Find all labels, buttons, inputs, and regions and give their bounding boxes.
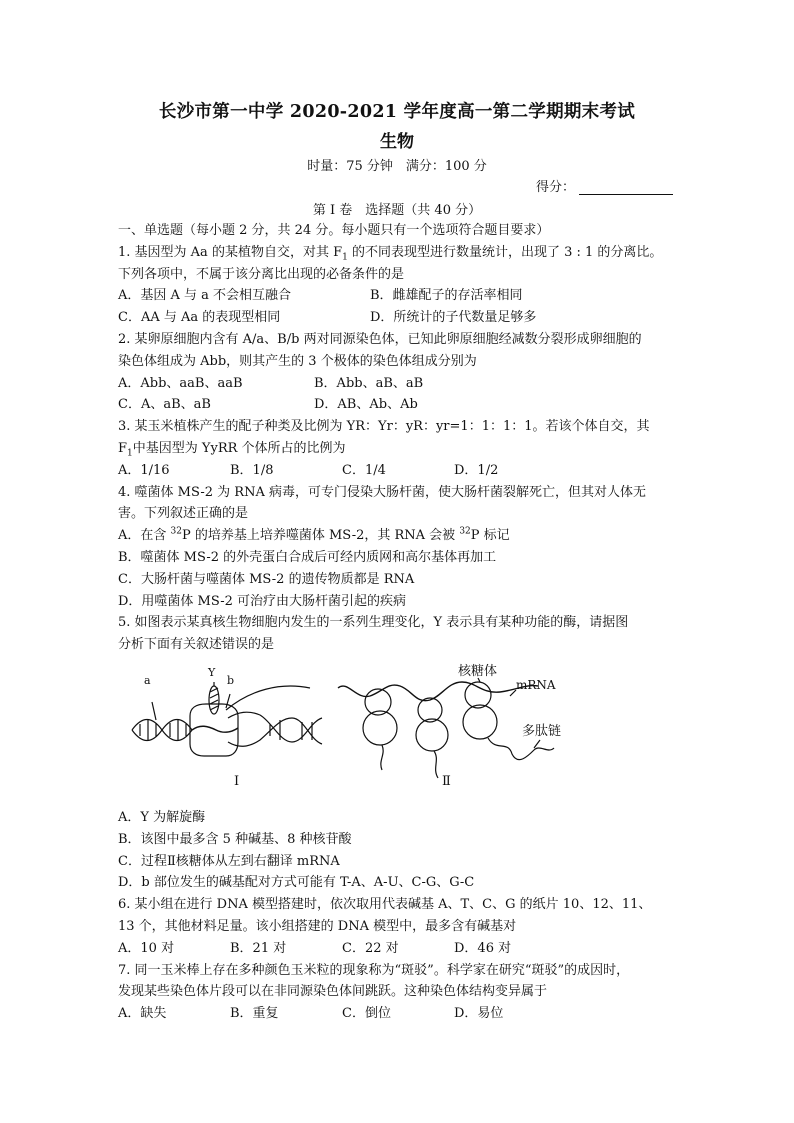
pointer-a — [152, 702, 156, 720]
exam-title: 长沙市第一中学 2020-2021 学年度高一第二学期期末考试 — [158, 102, 636, 122]
option-row — [118, 285, 688, 307]
question-7 — [118, 960, 688, 1025]
ribosome-large-2 — [416, 719, 448, 751]
score-label: 得分： — [536, 180, 576, 195]
option-row — [118, 307, 688, 329]
question-stem: 2. 某卵原细胞内含有 A/a、B/b 两对同源染色体，已知此卵原细胞经减数分裂形成卵细胞的 — [118, 331, 642, 347]
question-stem: 5. 如图表示某真核生物细胞内发生的一系列生理变化，Y 表示具有某种功能的酶，请据图 — [118, 615, 629, 631]
label-panel-i: I — [234, 773, 240, 789]
question-stem: 害。下列叙述正确的是 — [118, 506, 249, 522]
question-stem: 4. 噬菌体 MS-2 为 RNA 病毒，可专门侵染大肠杆菌，使大肠杆菌裂解死亡，但其对人体无 — [118, 484, 646, 500]
option-b[interactable]: B．Abb、aB、aB — [314, 375, 424, 391]
section-title: 第 I 卷 选择题（共 40 分） — [312, 203, 482, 218]
question-2 — [118, 329, 688, 416]
label-peptide: 多肽链 — [522, 723, 562, 739]
exam-timing: 时量：75 分钟 满分：100 分 — [307, 159, 487, 174]
panel-i-drawing — [132, 682, 322, 756]
option-a[interactable]: A．Y 为解旋酶 — [118, 809, 206, 825]
option-a[interactable]: A．缺失 — [118, 1006, 167, 1022]
question-stem: 染色体组成为 Abb，则其产生的 3 个极体的染色体组成分别为 — [118, 353, 477, 369]
option-d[interactable]: D．b 部位发生的碱基配对方式可能有 T-A、A-U、C-G、G-C — [118, 875, 475, 891]
exam-subject: 生物 — [380, 132, 414, 152]
option-b[interactable]: B．21 对 — [230, 940, 287, 956]
option-b[interactable]: B．该图中最多含 5 种碱基、8 种核苷酸 — [118, 831, 352, 847]
peptide-2 — [434, 751, 438, 778]
label-ribosome: 核糖体 — [458, 663, 498, 679]
question-stem: 13 个，其他材料足量。该小组搭建的 DNA 模型中，最多含有碱基对 — [118, 918, 517, 934]
peptide-3 — [488, 738, 554, 760]
label-a: a — [144, 673, 151, 687]
option-row — [118, 938, 688, 960]
option-c[interactable]: C．AA 与 Aa 的表现型相同 — [118, 310, 281, 326]
option-row — [118, 394, 688, 416]
figure-svg — [130, 660, 570, 807]
label-b: b — [227, 673, 235, 687]
option-a[interactable]: A．基因 A 与 a 不会相互融合 — [118, 288, 292, 304]
question-6 — [118, 894, 688, 959]
question-stem: $F_1$中基因型为 YyRR 个体所占的比例为 — [118, 440, 346, 459]
option-a[interactable]: A．在含 $^{32}$P 的培养基上培养噬菌体 MS-2，其 RNA 会被 $^{32}$P 标记 — [118, 526, 510, 544]
option-c[interactable]: C．22 对 — [342, 940, 399, 956]
question-1 — [118, 242, 688, 329]
dna-strand-right-1 — [228, 712, 322, 742]
question-4 — [118, 482, 688, 613]
option-d[interactable]: D．1/2 — [454, 462, 499, 478]
option-c[interactable]: C．大肠杆菌与噬菌体 MS-2 的遗传物质都是 RNA — [118, 571, 415, 587]
option-d[interactable]: D．46 对 — [454, 940, 512, 956]
question-3 — [118, 416, 688, 481]
pointer-b — [226, 694, 230, 708]
dna-strand-right-2 — [228, 718, 322, 746]
option-row — [118, 460, 688, 482]
option-row — [118, 373, 688, 395]
option-c[interactable]: C．A、aB、aB — [118, 397, 211, 413]
ribosome-large-3 — [463, 705, 497, 739]
option-c[interactable]: C．过程Ⅱ核糖体从左到右翻译 mRNA — [118, 853, 340, 869]
label-panel-ii: Ⅱ — [442, 773, 451, 789]
option-d[interactable]: D．易位 — [454, 1006, 504, 1022]
pointer-peptide — [534, 740, 540, 748]
option-b[interactable]: B．噬菌体 MS-2 的外壳蛋白合成后可经内质网和高尔基体再加工 — [118, 549, 497, 565]
score-blank[interactable] — [579, 180, 673, 195]
question-stem: 下列各项中，不属于该分离比出现的必备条件的是 — [118, 266, 405, 282]
option-a[interactable]: A．10 对 — [118, 940, 175, 956]
ribosome-small-2 — [418, 698, 442, 722]
question-5 — [118, 612, 688, 894]
enzyme-body — [190, 704, 238, 756]
transcription-translation-figure — [130, 660, 570, 807]
score-field — [536, 176, 673, 195]
option-b[interactable]: B．重复 — [230, 1006, 279, 1022]
option-a[interactable]: A．Abb、aaB、aaB — [118, 375, 243, 391]
question-stem: 发现某些染色体片段可以在非同源染色体间跳跃。这种染色体结构变异属于 — [118, 984, 548, 1000]
option-c[interactable]: C．倒位 — [342, 1006, 391, 1022]
peptide-1 — [381, 745, 383, 770]
option-b[interactable]: B．雌雄配子的存活率相同 — [370, 288, 523, 304]
ribosome-small-3 — [465, 682, 491, 708]
part-heading: 一、单选题（每小题 2 分，共 24 分。每小题只有一个选项符合题目要求） — [118, 223, 550, 238]
option-a[interactable]: A．1/16 — [118, 462, 170, 478]
question-stem: 7. 同一玉米棒上存在多种颜色玉米粒的现象称为“斑驳”。科学家在研究“斑驳”的成因时， — [118, 962, 630, 978]
option-d[interactable]: D．AB、Ab、Ab — [314, 397, 418, 413]
question-stem: 分析下面有关叙述错误的是 — [118, 637, 275, 653]
option-b[interactable]: B．1/8 — [230, 462, 274, 478]
label-y: Y — [208, 665, 216, 679]
option-d[interactable]: D．所统计的子代数量足够多 — [370, 310, 537, 326]
question-list — [118, 220, 688, 1025]
label-mrna: mRNA — [516, 677, 556, 692]
dna-strand-left-2 — [132, 719, 192, 740]
ribosome-large-1 — [363, 711, 397, 745]
option-row — [118, 1003, 688, 1025]
question-stem: 1. 基因型为 Aa 的某植物自交，对其 $F_1$ 的不同表现型进行数量统计，出现了 3 : 1 的分离比。 — [118, 244, 663, 263]
option-d[interactable]: D．用噬菌体 MS-2 可治疗由大肠杆菌引起的疾病 — [118, 593, 407, 609]
rna-strand — [226, 686, 310, 710]
question-stem: 3. 某玉米植株产生的配子种类及比例为 YR：Yr：yR：yr=1：1：1：1。若该个体自交，其 — [118, 419, 650, 435]
mrna-strand — [338, 682, 538, 701]
question-stem: 6. 某小组在进行 DNA 模型搭建时，依次取用代表碱基 A、T、C、G 的纸片 10、12、11、 — [118, 897, 652, 913]
option-c[interactable]: C．1/4 — [342, 462, 386, 478]
